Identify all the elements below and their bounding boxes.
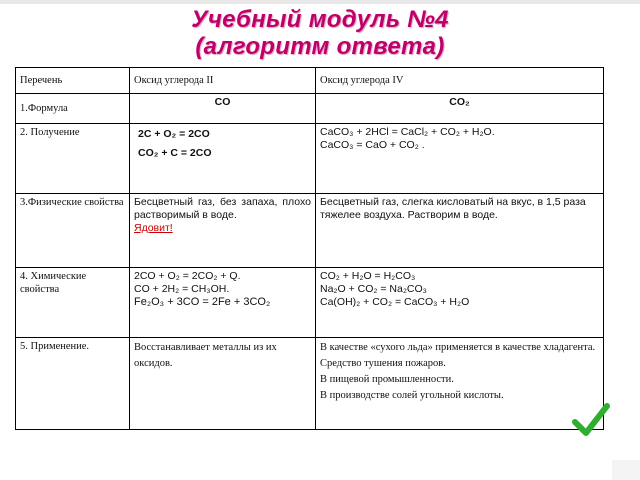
co-chemical-eq-3: Fe₂O₃ + 3CO = 2Fe + 3CO₂: [134, 296, 271, 308]
co2-chemical-eq-3: Ca(OH)₂ + CO₂ = CaCO₃ + H₂O: [320, 296, 470, 308]
header-co: Оксид углерода II: [130, 68, 316, 94]
co2-chemical-cell: [316, 268, 604, 338]
co-physical-text: Бесцветный газ, без запаха, плохо растворимый в воде.: [134, 196, 311, 221]
green-checkmark-icon: [571, 400, 611, 440]
table-row-production: [16, 124, 604, 194]
comparison-table: [15, 67, 604, 430]
co-chemical-eq-1: 2CO + O₂ = 2CO₂ + Q.: [134, 270, 241, 282]
co2-chemical-eq-2: Na₂O + CO₂ = Na₂CO₃: [320, 283, 427, 295]
co-formula: CO: [130, 94, 316, 124]
title-line-2: (алгоритм ответа): [195, 33, 445, 60]
co2-production-eq-1: CaCO₃ + 2HCl = CaCl₂ + CO₂ + H₂O.: [320, 126, 495, 138]
co-production-cell: [130, 124, 316, 194]
co2-application-4: В производстве солей угольной кислоты.: [320, 390, 504, 401]
table-row-physical: [16, 194, 604, 268]
row-label: 5. Применение.: [16, 338, 130, 430]
co-production-eq-2: CO₂ + C = 2CO: [138, 147, 212, 159]
co-application-text: Восстанавливает металлы из их оксидов.: [130, 338, 316, 430]
row-label: 4. Химические свойства: [16, 268, 130, 338]
co-poison-warning: Ядовит!: [134, 222, 173, 234]
co2-production-cell: [316, 124, 604, 194]
co2-formula: CO₂: [316, 94, 604, 124]
table-header-row: [16, 68, 604, 94]
row-label: 3.Физические свойства: [16, 194, 130, 268]
co2-application-3: В пищевой промышленности.: [320, 374, 454, 385]
header-list: Перечень: [16, 68, 130, 94]
table-row-application: [16, 338, 604, 430]
co2-application-cell: [316, 338, 604, 430]
slide-title: [0, 6, 640, 60]
row-label: 1.Формула: [16, 94, 130, 124]
co2-application-2: Средство тушения пожаров.: [320, 358, 446, 369]
header-co2: Оксид углерода IV: [316, 68, 604, 94]
co-physical-cell: [130, 194, 316, 268]
slide-top-bar: [0, 0, 640, 4]
co-chemical-cell: [130, 268, 316, 338]
table-row-chemical: [16, 268, 604, 338]
co2-production-eq-2: CaCO₃ = CaO + CO₂ .: [320, 139, 425, 151]
co2-physical-text: Бесцветный газ, слегка кисловатый на вкус, в 1,5 раза тяжелее воздуха. Растворим в воде.: [316, 194, 604, 268]
title-line-1: Учебный модуль №4: [191, 6, 449, 33]
co-chemical-eq-2: CO + 2H₂ = CH₃OH.: [134, 283, 230, 295]
row-label: 2. Получение: [16, 124, 130, 194]
table-row-formula: [16, 94, 604, 124]
co2-application-1: В качестве «сухого льда» применяется в качестве хладагента.: [320, 342, 596, 353]
corner-decoration: [612, 460, 640, 480]
co-production-eq-1: 2C + O₂ = 2CO: [138, 128, 210, 140]
co2-chemical-eq-1: CO₂ + H₂O = H₂CO₃: [320, 270, 416, 282]
